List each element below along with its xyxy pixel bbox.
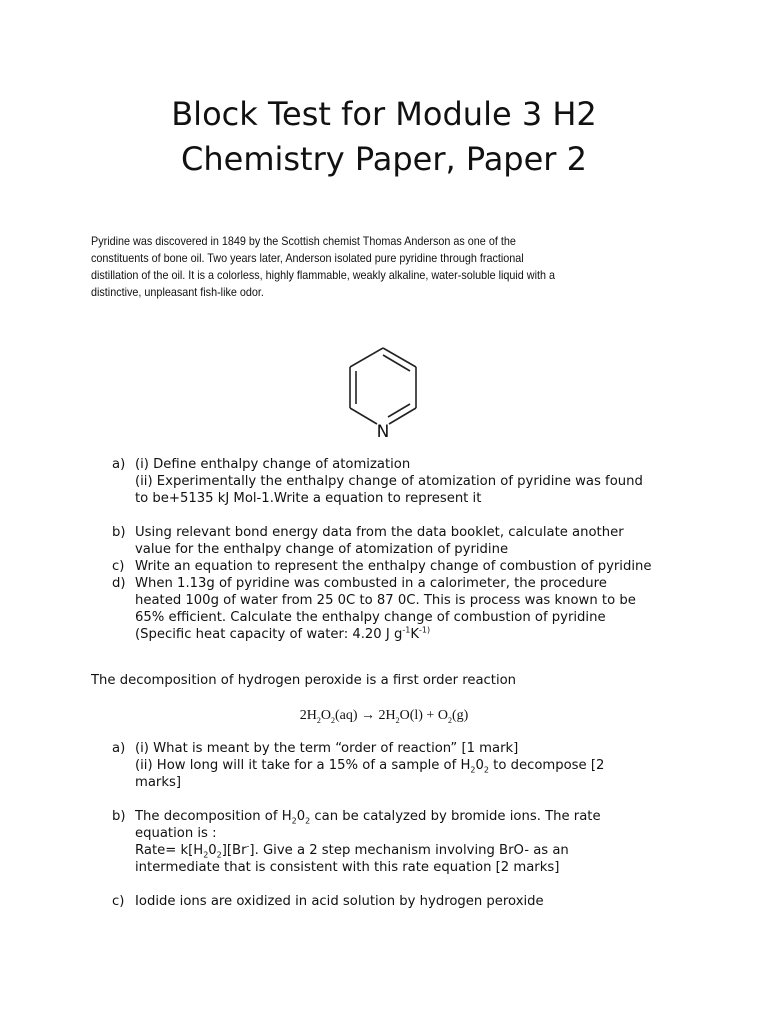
intro-line: distinctive, unpleasant fish-like odor. (91, 285, 264, 299)
question-text: 65% efficient. Calculate the enthalpy change of combustion of pyridine (135, 610, 606, 625)
title-line-2: Chemistry Paper, Paper 2 (181, 140, 587, 178)
question-text: (ii) How long will it take for a 15% of a sample of $H_20_2$ to decompose [2 (135, 758, 605, 775)
question-text: intermediate that is consistent with this rate equation [2 marks] (135, 860, 560, 875)
question-label: c) (112, 894, 125, 909)
bond (389, 408, 416, 424)
bond (350, 348, 383, 367)
question-text: (i) Define enthalpy change of atomization (135, 457, 411, 472)
question-text: Rate= $k[H_20_2][Br^-]$. Give a 2 step mechanism involving BrO- as an (135, 841, 569, 860)
question-text: to be+5135 kJ Mol-1.Write a equation to represent it (135, 491, 482, 506)
bond (350, 408, 377, 424)
question-text: equation is : (135, 826, 217, 841)
intro-paragraph (91, 233, 681, 301)
question-text: (ii) Experimentally the enthalpy change of atomization of pyridine was found (135, 474, 643, 489)
intro-line: constituents of bone oil. Two years later, Anderson isolated pure pyridine through fractional (91, 251, 524, 265)
page-title (0, 92, 768, 182)
question-text: value for the enthalpy change of atomization of pyridine (135, 542, 509, 557)
question-text: (i) What is meant by the term “order of reaction” [1 mark] (135, 741, 519, 756)
question-text: When 1.13g of pyridine was combusted in a calorimeter, the procedure (135, 576, 607, 591)
question-text: Iodide ions are oxidized in acid solution by hydrogen peroxide (135, 894, 544, 909)
section-2-intro: The decomposition of hydrogen peroxide is a first order reaction (91, 673, 517, 688)
question-text: Using relevant bond energy data from the data booklet, calculate another (135, 525, 624, 540)
nitrogen-atom-label: N (376, 422, 390, 442)
double-bond (383, 355, 410, 371)
pyridine-structure (340, 338, 430, 443)
intro-line: Pyridine was discovered in 1849 by the Scottish chemist Thomas Anderson as one of the (91, 234, 516, 248)
question-text: The decomposition of $H_20_2$ can be catalyzed by bromide ions. The rate (135, 809, 601, 826)
question-label: b) (112, 809, 126, 824)
question-text: (Specific heat capacity of water: 4.20 J $g^{-1}K^{-1)}$ (135, 625, 431, 642)
question-text: marks] (135, 775, 182, 790)
reaction-equation: $2H_2O_2(aq) \to 2H_2O(l) + O_2(g)$ (299, 708, 469, 725)
question-label: a) (112, 741, 126, 756)
title-line-1: Block Test for Module 3 H2 (171, 95, 597, 133)
intro-line: distillation of the oil. It is a colorless, highly flammable, weakly alkaline, water-soluble liquid with a (91, 268, 556, 282)
question-label: d) (112, 576, 126, 591)
double-bond (388, 404, 410, 417)
question-text: heated 100g of water from 25 0C to 87 0C. This is process was known to be (135, 593, 636, 608)
question-label: c) (112, 559, 125, 574)
question-label: a) (112, 457, 126, 472)
question-label: b) (112, 525, 126, 540)
question-text: Write an equation to represent the enthalpy change of combustion of pyridine (135, 559, 652, 574)
